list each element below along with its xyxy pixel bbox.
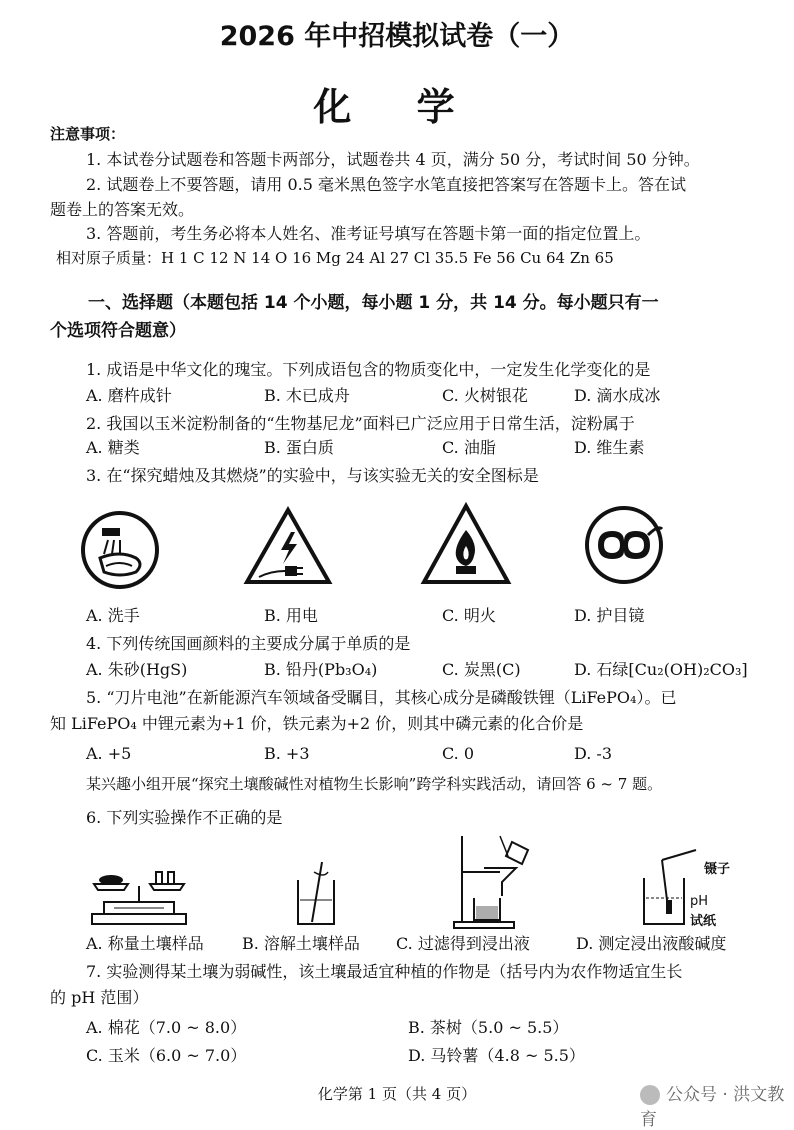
electricity-icon xyxy=(243,506,333,586)
q4-option-b: B. 铅丹(Pb₃O₄) xyxy=(264,660,378,679)
q6-option-c: C. 过滤得到浸出液 xyxy=(396,934,530,953)
page-footer: 化学第 1 页（共 4 页） xyxy=(317,1085,477,1103)
q3-option-a: A. 洗手 xyxy=(86,606,140,625)
note-1: 1. 本试卷分试题卷和答题卡两部分，试题卷共 4 页，满分 50 分，考试时间 50 分钟。 xyxy=(86,150,700,169)
label-test-paper: 试纸 xyxy=(690,914,717,929)
q1-option-a: A. 磨杵成针 xyxy=(86,386,172,405)
q2-stem: 2. 我国以玉米淀粉制备的“生物基尼龙”面料已广泛应用于日常生活，淀粉属于 xyxy=(86,414,635,433)
notes-heading: 注意事项： xyxy=(50,125,126,143)
q4-option-d: D. 石绿[Cu₂(OH)₂CO₃] xyxy=(574,660,748,679)
note-2: 2. 试题卷上不要答题，请用 0.5 毫米黑色签字水笔直接把答案写在答题卡上。答在试 xyxy=(86,175,686,194)
section-heading: 一、选择题（本题包括 14 个小题，每小题 1 分，共 14 分。每小题只有一 xyxy=(88,293,659,313)
subject-title: 化 学 xyxy=(313,85,481,129)
label-ph: pH xyxy=(690,894,709,909)
dissolving-beaker-illustration xyxy=(292,860,342,930)
note-2-cont: 题卷上的答案无效。 xyxy=(50,200,195,219)
q5-option-a: A. +5 xyxy=(86,744,132,763)
q3-option-c: C. 明火 xyxy=(442,606,496,625)
q1-option-c: C. 火树银花 xyxy=(442,386,528,405)
q3-option-b: B. 用电 xyxy=(264,606,318,625)
exam-title: 2026 年中招模拟试卷（一） xyxy=(219,21,575,52)
q7-stem: 7. 实验测得某土壤为弱碱性，该土壤最适宜种植的作物是（括号内为农作物适宜生长 xyxy=(86,962,683,981)
filtration-illustration xyxy=(450,832,540,932)
q6-option-b: B. 溶解土壤样品 xyxy=(242,934,360,953)
context-text: 某兴趣小组开展“探究土壤酸碱性对植物生长影响”跨学科实践活动，请回答 6 ~ 7 题。 xyxy=(86,775,663,793)
q3-option-d: D. 护目镜 xyxy=(574,606,645,625)
label-tweezers: 镊子 xyxy=(704,862,731,877)
q1-option-d: D. 滴水成冰 xyxy=(574,386,661,405)
q6-option-d: D. 测定浸出液酸碱度 xyxy=(576,934,727,953)
q1-stem: 1. 成语是中华文化的瑰宝。下列成语包含的物质变化中，一定发生化学变化的是 xyxy=(86,360,651,379)
q5-stem: 5. “刀片电池”在新能源汽车领域备受瞩目，其核心成分是磷酸铁锂（LiFePO₄）。已 xyxy=(86,688,677,707)
balance-illustration xyxy=(84,868,194,928)
note-3: 3. 答题前，考生务必将本人姓名、准考证号填写在答题卡第一面的指定位置上。 xyxy=(86,224,651,243)
q2-option-a: A. 糖类 xyxy=(86,438,140,457)
goggles-icon xyxy=(582,505,666,585)
open-flame-icon xyxy=(420,502,512,586)
q7-option-d: D. 马铃薯（4.8 ~ 5.5） xyxy=(408,1046,585,1065)
q4-option-c: C. 炭黑(C) xyxy=(442,660,521,679)
q7-option-b: B. 茶树（5.0 ~ 5.5） xyxy=(408,1018,569,1037)
section-heading-cont: 个选项符合题意） xyxy=(50,321,186,341)
q4-stem: 4. 下列传统国画颜料的主要成分属于单质的是 xyxy=(86,634,411,653)
q6-option-a: A. 称量土壤样品 xyxy=(86,934,204,953)
q7-option-a: A. 棉花（7.0 ~ 8.0） xyxy=(86,1018,247,1037)
q3-stem: 3. 在“探究蜡烛及其燃烧”的实验中，与该实验无关的安全图标是 xyxy=(86,466,539,485)
q7-stem-cont: 的 pH 范围） xyxy=(50,988,149,1007)
q2-option-c: C. 油脂 xyxy=(442,438,496,457)
wash-hands-icon xyxy=(80,510,160,590)
q6-stem: 6. 下列实验操作不正确的是 xyxy=(86,808,283,827)
q5-option-c: C. 0 xyxy=(442,744,475,763)
q2-option-d: D. 维生素 xyxy=(574,438,645,457)
q2-option-b: B. 蛋白质 xyxy=(264,438,334,457)
q7-option-c: C. 玉米（6.0 ~ 7.0） xyxy=(86,1046,247,1065)
q5-stem-cont: 知 LiFePO₄ 中锂元素为+1 价，铁元素为+2 价，则其中磷元素的化合价是 xyxy=(50,714,584,733)
q1-option-b: B. 木已成舟 xyxy=(264,386,350,405)
q5-option-d: D. -3 xyxy=(574,744,613,763)
wechat-logo-icon xyxy=(640,1085,660,1105)
q5-option-b: B. +3 xyxy=(264,744,310,763)
watermark-text: 公众号 · 洪文教育 xyxy=(640,1085,785,1130)
q4-option-a: A. 朱砂(HgS) xyxy=(86,660,188,679)
atomic-masses: 相对原子质量：H 1 C 12 N 14 O 16 Mg 24 Al 27 Cl 35.5 Fe 56 Cu 64 Zn 65 xyxy=(56,249,614,267)
